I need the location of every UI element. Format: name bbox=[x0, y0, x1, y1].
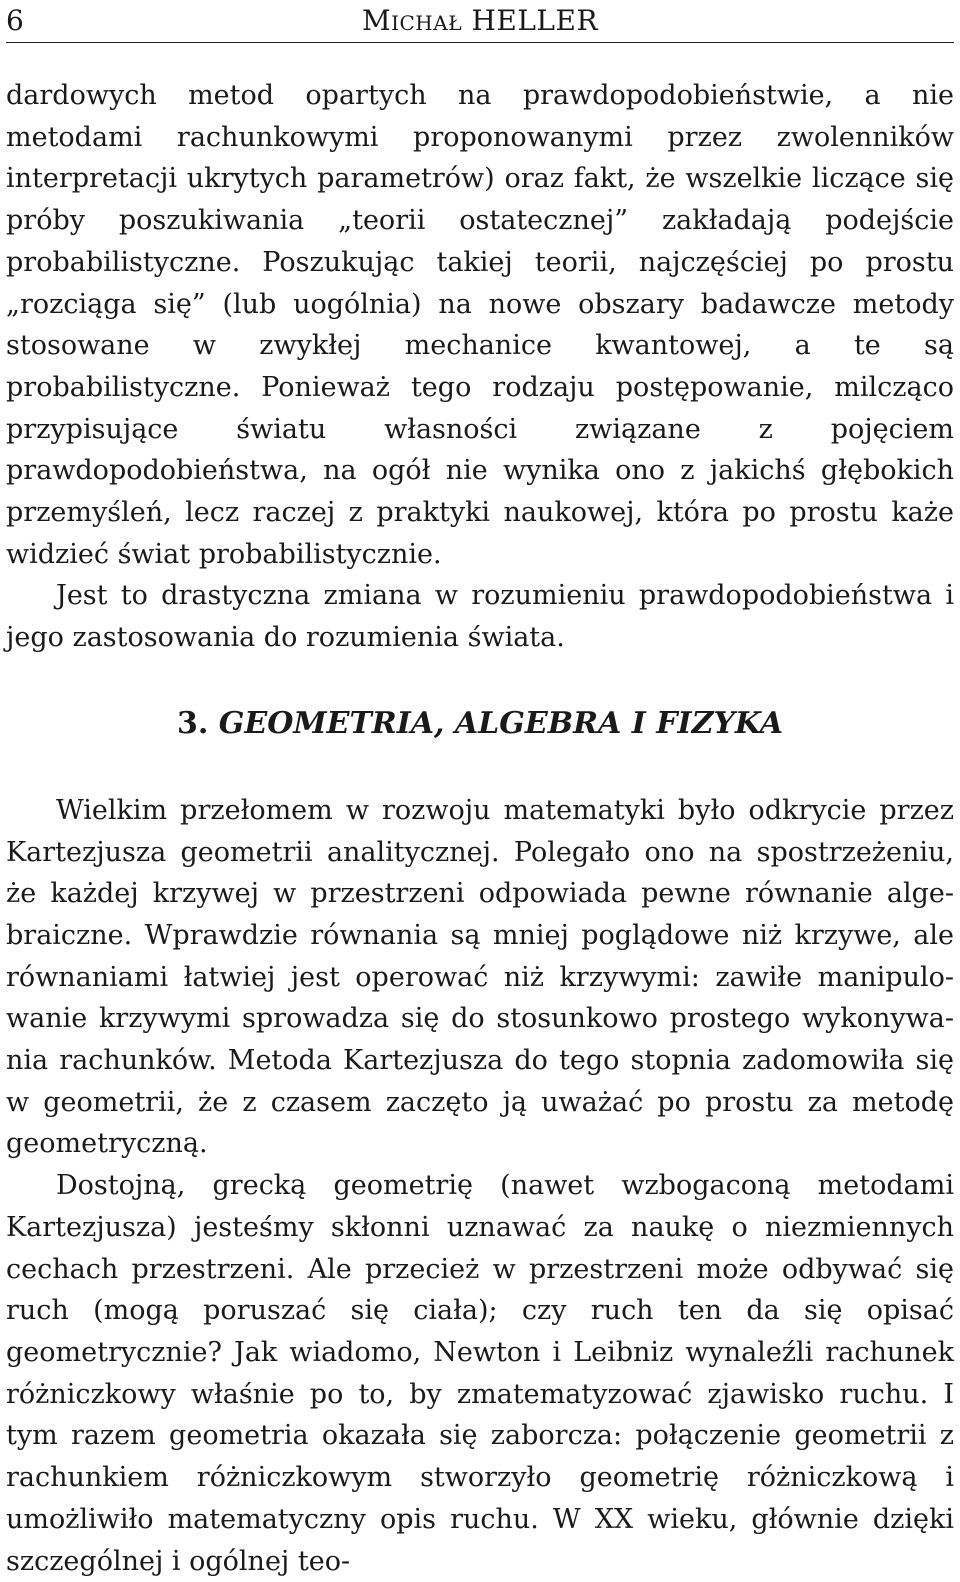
body-text bbox=[6, 75, 954, 1582]
section-title: GEOMETRIA, ALGEBRA I FIZYKA bbox=[218, 705, 784, 741]
page bbox=[6, 0, 954, 1582]
running-head bbox=[6, 0, 954, 43]
section-number: 3. bbox=[176, 705, 209, 741]
paragraph: Jest to drastyczna zmiana w rozumieniu prawdopodobieństwa i jego zastosowania do rozumienia świata. bbox=[6, 580, 954, 654]
paragraph: Wielkim przełomem w rozwoju matematyki było odkrycie przez Kartezjusza geometrii analitycznej. Polegało ono na spostrzeżeniu, że każdej krzywej w przestrzeni odpowiada pewne równanie algebraiczne. Wprawdzie równania są mniej poglądowe niż krzywe, ale równaniami łatwiej jest operować niż krzywymi: zawiłe manipulowanie krzywymi sprowadza się do stosunkowo prostego wykonywania rachunków. Metoda Kartezjusza do tego stopnia zadomowiła się w geometrii, że z czasem zaczęto ją uważać po prostu za metodę geometryczną. bbox=[6, 794, 954, 1160]
paragraph-continued: dardowych metod opartych na prawdopodobieństwie, a nie metodami rachunkowymi proponowanymi przez zwolenników interpretacji ukrytych parametrów) oraz fakt, że wszelkie liczące się próby poszukiwania „teorii ostatecznej” zakładają podejście probabilistyczne. Poszukując takiej teorii, najczęściej po prostu „rozciąga się” (lub uogólnia) na nowe obszary badawcze metody stosowane w zwykłej mechanice kwantowej, a te są probabilistyczne. Ponieważ tego rodzaju postępowanie, milcząco przypisujące światu własności związane z pojęciem prawdopodobieństwa, na ogół nie wynika ono z jakichś głębokich przemyśleń, lecz raczej z praktyki naukowej, która po prostu każe widzieć świat probabilistycznie. bbox=[6, 80, 954, 570]
section-heading bbox=[6, 702, 954, 746]
author-name: Michał HELLER bbox=[361, 4, 599, 37]
paragraph: Dostojną, grecką geometrię (nawet wzbogaconą metodami Kartezjusza) jesteśmy skłonni uznawać za naukę o niezmiennych cechach przestrzeni. Ale przecież w przestrzeni może odbywać się ruch (mogą poruszać się ciała); czy ruch ten da się opisać geometrycznie? Jak wiadomo, Newton i Leibniz wynaleźli rachunek różniczkowy właśnie po to, by zmatematyzować zjawisko ruchu. I tym razem geometria okazała się zaborcza: połączenie geometrii z rachunkiem różniczkowym stworzyło geometrię różniczkową i umożliwiło matematyczny opis ruchu. W XX wieku, głównie dzięki szczególnej i ogólnej teo- bbox=[6, 1170, 954, 1577]
page-number: 6 bbox=[6, 4, 24, 37]
running-title bbox=[6, 0, 954, 42]
